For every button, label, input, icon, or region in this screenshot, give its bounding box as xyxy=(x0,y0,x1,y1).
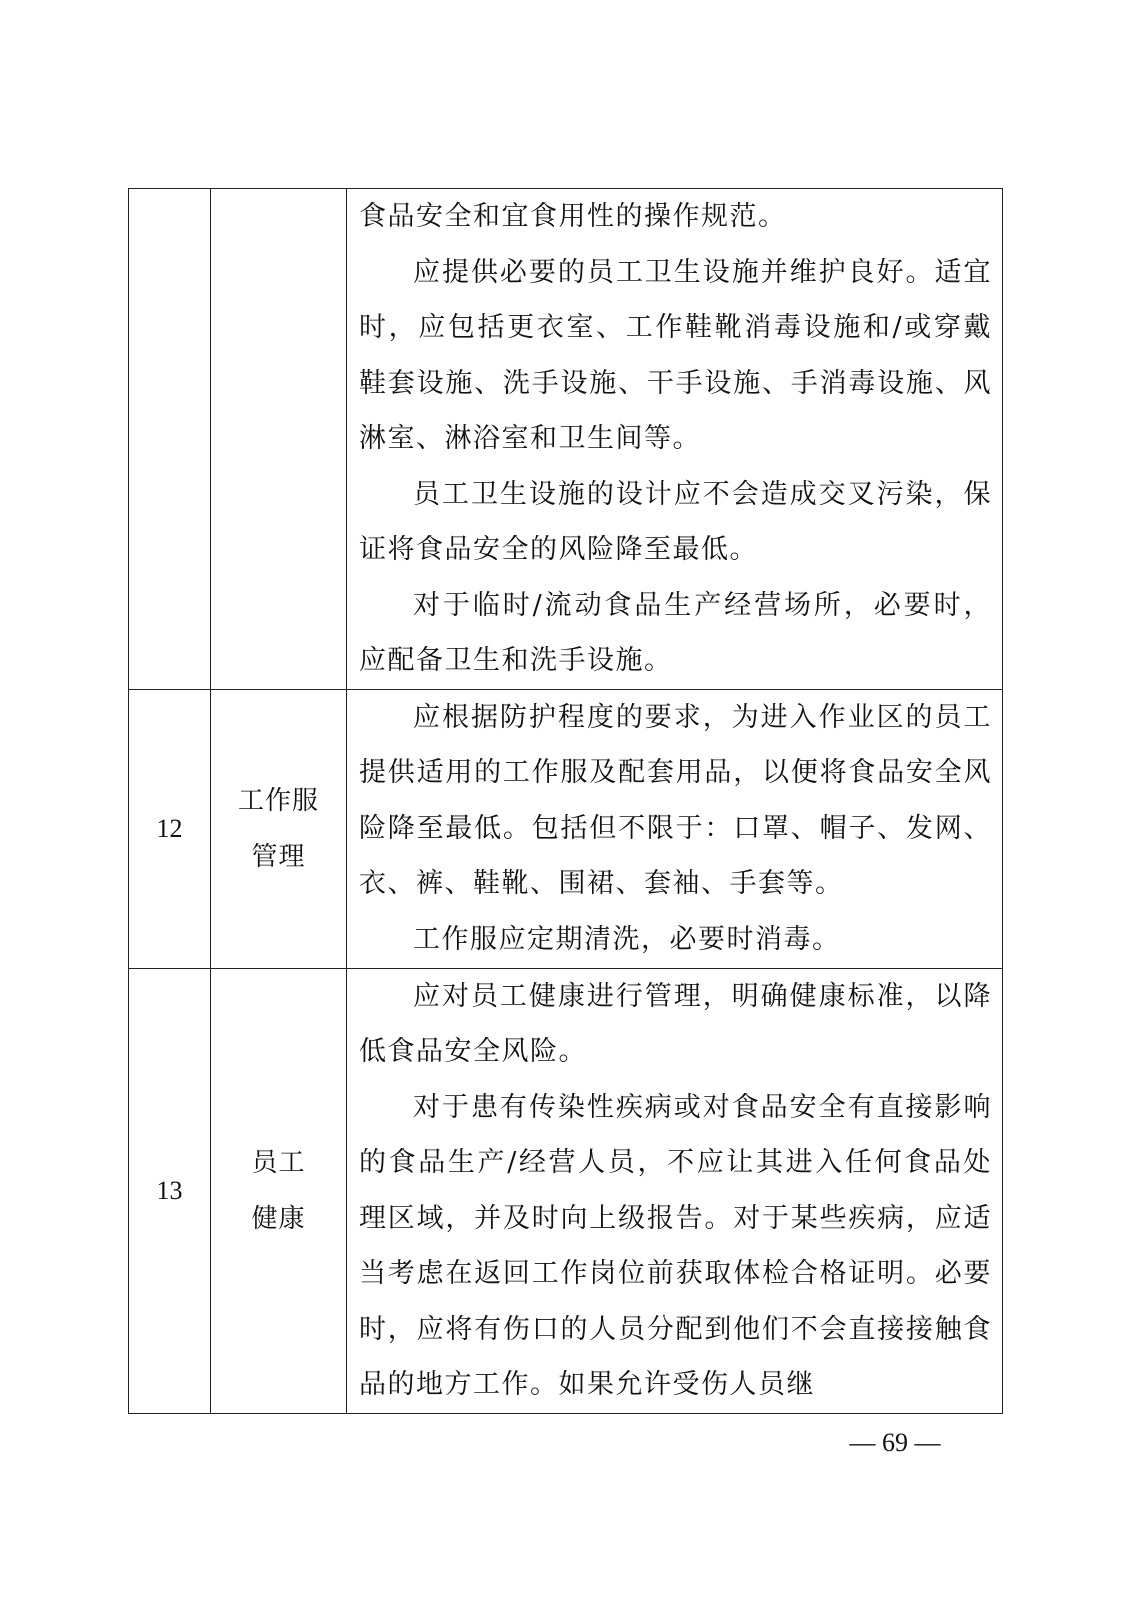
content-paragraph: 对于患有传染性疾病或对食品安全有直接影响的食品生产/经营人员，不应让其进入任何食品处理区域，并及时向上级报告。对于某些疾病，应适当考虑在返回工作岗位前获取体检合格证明。必要时，应将有伤口的人员分配到他们不会直接接触食品的地方工作。如果允许受伤人员继 xyxy=(359,1091,992,1400)
item-name-line: 员工 xyxy=(251,1147,306,1178)
table-row xyxy=(129,689,1003,968)
standards-table xyxy=(128,188,1003,1414)
row-number xyxy=(129,189,211,690)
row-item-name xyxy=(211,968,347,1413)
content-paragraph: 对于临时/流动食品生产经营场所，必要时，应配备卫生和洗手设施。 xyxy=(359,589,992,676)
row-content xyxy=(347,189,1003,690)
content-paragraph: 应根据防护程度的要求，为进入作业区的员工提供适用的工作服及配套用品，以便将食品安全风险降至最低。包括但不限于：口罩、帽子、发网、衣、裤、鞋靴、围裙、套袖、手套等。 xyxy=(359,701,992,899)
content-paragraph: 员工卫生设施的设计应不会造成交叉污染，保证将食品安全的风险降至最低。 xyxy=(359,478,992,565)
table-row xyxy=(129,189,1003,690)
content-paragraph: 食品安全和宜食用性的操作规范。 xyxy=(359,201,787,232)
item-name-line: 工作服 xyxy=(237,785,319,816)
table-row xyxy=(129,968,1003,1413)
content-paragraph: 应提供必要的员工卫生设施并维护良好。适宜时，应包括更衣室、工作鞋靴消毒设施和/或穿戴鞋套设施、洗手设施、干手设施、手消毒设施、风淋室、淋浴室和卫生间等。 xyxy=(359,256,992,454)
row-number: 13 xyxy=(129,968,211,1413)
item-name-line: 健康 xyxy=(251,1203,306,1234)
row-number: 12 xyxy=(129,689,211,968)
content-paragraph: 应对员工健康进行管理，明确健康标准，以降低食品安全风险。 xyxy=(359,980,992,1067)
content-paragraph: 工作服应定期清洗，必要时消毒。 xyxy=(413,923,841,955)
row-item-name xyxy=(211,689,347,968)
row-content xyxy=(347,689,1003,968)
item-name-line: 管理 xyxy=(251,841,306,872)
page-number: — 69 — xyxy=(849,1428,941,1457)
row-item-name xyxy=(211,189,347,690)
row-content xyxy=(347,968,1003,1413)
